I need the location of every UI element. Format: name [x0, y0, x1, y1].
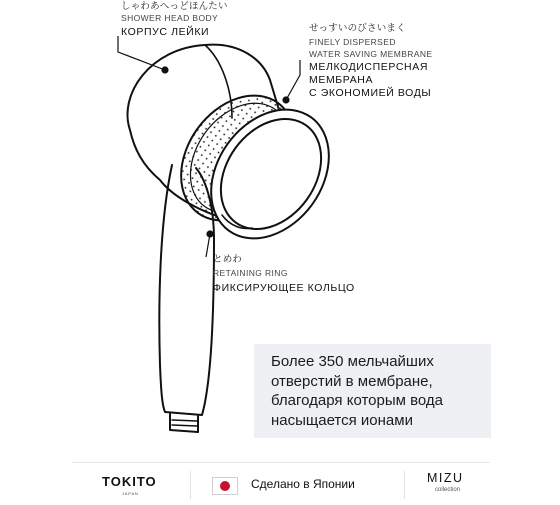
label-membrane-ru2: МЕМБРАНА: [309, 74, 374, 86]
label-ring-en: RETAINING RING: [213, 268, 288, 278]
footer-bar: [72, 462, 490, 505]
brand-logo: TOKITO: [102, 474, 157, 489]
leader-body: [118, 36, 165, 70]
label-body-jp: しゃわあへっどほんたい: [121, 1, 228, 12]
note-line-2: отверстий в мембране,: [271, 372, 433, 390]
note-line-1: Более 350 мельчайших: [271, 353, 434, 370]
label-membrane-jp: せっすいのびさいまく: [309, 23, 406, 34]
info-note: [254, 344, 491, 438]
info-note-text: [271, 352, 486, 430]
label-body-ru: КОРПУС ЛЕЙКИ: [121, 26, 210, 38]
collection-sub: collection: [435, 487, 461, 493]
japan-flag-icon: [212, 477, 238, 495]
made-in-label: Сделано в Японии: [251, 477, 355, 491]
note-line-4: насыщается ионами: [271, 411, 413, 429]
note-line-3: благодаря которым вода: [271, 392, 444, 409]
collection-logo: MIZU: [427, 471, 464, 485]
footer-divider: [404, 471, 405, 499]
flag-sun: [220, 481, 230, 491]
label-membrane-en2: WATER SAVING MEMBRANE: [309, 49, 433, 59]
label-ring-ru: ФИКСИРУЮЩЕЕ КОЛЬЦО: [213, 282, 355, 294]
label-ring-jp: とめわ: [213, 254, 243, 265]
label-membrane-ru1: МЕЛКОДИСПЕРСНАЯ: [309, 61, 429, 73]
footer-divider: [190, 471, 191, 499]
label-membrane-en1: FINELY DISPERSED: [309, 37, 396, 47]
brand-sub: JAPAN: [122, 491, 139, 496]
label-body-en: SHOWER HEAD BODY: [121, 13, 219, 23]
handle-connector: [170, 414, 198, 432]
leader-membrane: [286, 60, 300, 100]
label-membrane-ru3: С ЭКОНОМИЕЙ ВОДЫ: [309, 87, 432, 99]
